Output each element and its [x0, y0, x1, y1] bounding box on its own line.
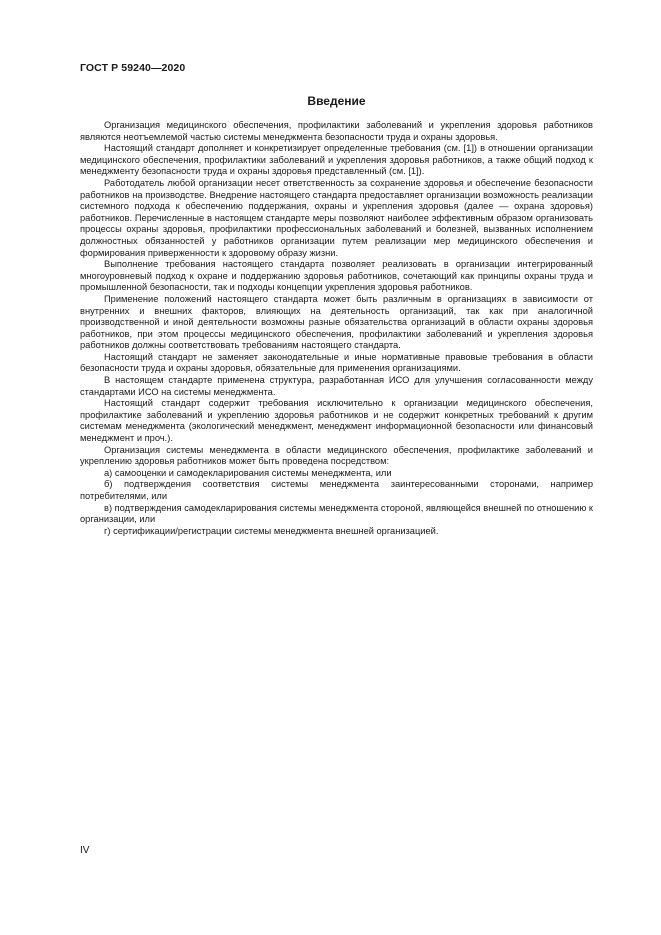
document-code: ГОСТ Р 59240—2020 [80, 62, 186, 74]
paragraph: Организация системы менеджмента в области медицинского обеспечения, профилактике заболеваний и укреплению здоровья работников может быть проведена посредством: [80, 444, 593, 467]
paragraph: Настоящий стандарт содержит требования исключительно к организации медицинского обеспечения, профилактике заболеваний и укреплению здоровья работников и не содержит конкретных требований к другим системам менеджмента (экологический менеджмент, менеджмент информационной безопасности или финансовый менеджмент и проч.). [80, 398, 593, 444]
paragraph: Работодатель любой организации несет ответственность за сохранение здоровья и обеспечение безопасности работников на производстве. Внедрение настоящего стандарта предоставляет организации возможность реализации системного подхода к обеспечению поддержания, охраны и укрепления здоровья (далее — охрана здоровья) работников. Перечисленные в настоящем стандарте меры позволяют наиболее эффективным образом организовать процессы охраны здоровья, профилактики профессиональных заболеваний и болезней, вызванных исполнением должностных обязанностей у работников организации путем реализации мер медицинского обеспечения и формирования приверженности к здоровому образу жизни. [80, 177, 593, 258]
paragraph: В настоящем стандарте применена структура, разработанная ИСО для улучшения согласованности между стандартами ИСО на системы менеджмента. [80, 375, 593, 397]
paragraph: Настоящий стандарт дополняет и конкретизирует определенные требования (см. [1]) в отношении организации медицинского обеспечения, профилактики заболеваний и укрепления здоровья работников, а также общий подход к менеджменту безопасности труда и охраны здоровья представленный (см. [1]). [80, 143, 593, 177]
paragraph: Организация медицинского обеспечения, профилактики заболеваний и укрепления здоровья работников являются неотъемлемой частью системы менеджмента безопасности труда и охраны здоровья. [80, 120, 593, 142]
paragraph: Настоящий стандарт не заменяет законодательные и иные нормативные правовые требования в области безопасности труда и охраны здоровья, обязательные для применения организациями. [80, 351, 593, 374]
list-item: а) самооценки и самодекларирования системы менеджмента, или [104, 467, 392, 478]
body-text [80, 120, 593, 537]
paragraph: Применение положений настоящего стандарта может быть различным в организациях в зависимости от внутренних и внешних факторов, влияющих на деятельность организаций, так как при аналогичной производственной и иной деятельности возможны разные обязательства организаций в области охраны здоровья работников, при этом процессы медицинского обеспечения, профилактики заболеваний и укрепления здоровья работников должны соответствовать требованиям настоящего стандарта. [80, 293, 593, 351]
paragraph: Выполнение требования настоящего стандарта позволяет реализовать в организации интегрированный многоуровневый подход к охране и поддержанию здоровья работников, сочетающий как принципы охраны труда и промышленной безопасности, так и подходы концепции укрепления здоровья работников. [80, 259, 593, 293]
list-item: г) сертификации/регистрации системы менеджмента внешней организацией. [104, 525, 439, 536]
list-item: в) подтверждения самодекларирования системы менеджмента стороной, являющейся внешней по отношению к организации, или [80, 502, 593, 525]
section-title: Введение [307, 94, 366, 108]
list-item: б) подтверждения соответствия системы менеджмента заинтересованными сторонами, например потребителями, или [80, 479, 593, 501]
page-number: IV [80, 845, 90, 856]
